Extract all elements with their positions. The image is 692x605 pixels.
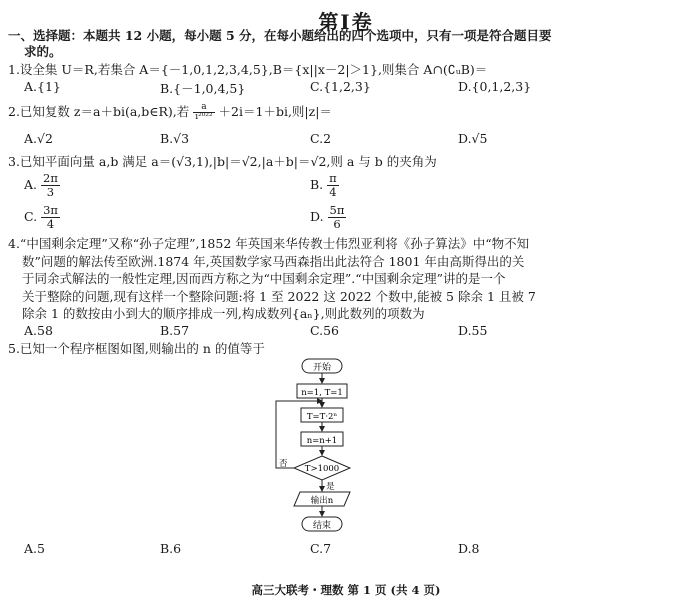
flowchart-condition-text: T>1000	[304, 464, 340, 474]
q2-stem-part-b: ＋2i＝1＋bi,则|z|＝	[218, 104, 332, 119]
flowchart-end-text: 结束	[312, 521, 332, 531]
q3-option-c	[24, 204, 60, 231]
q4-option-d: D.55	[458, 323, 488, 338]
flowchart-svg	[270, 358, 370, 538]
q2-option-b: B.√3	[160, 131, 190, 146]
q5-option-d: D.8	[458, 541, 480, 556]
q3-option-d-label: D.	[310, 209, 324, 224]
section-header-line2: 求的。	[24, 44, 62, 59]
q3-option-d	[310, 204, 346, 231]
q3-option-d-den: 6	[333, 217, 341, 231]
q2-option-d: D.√5	[458, 131, 488, 146]
flowchart	[270, 358, 370, 538]
q2-option-a: A.√2	[24, 131, 53, 146]
q3-option-d-fraction	[328, 204, 347, 231]
question-2-stem	[8, 103, 332, 122]
q4-option-b: B.57	[160, 323, 190, 338]
q2-fraction	[193, 103, 214, 122]
q2-stem-part-a: 2.已知复数 z＝a＋bi(a,b∈R),若	[8, 104, 190, 119]
q4-option-c: C.56	[310, 323, 339, 338]
question-3-stem: 3.已知平面向量 a,b 满足 a＝(√3,1),|b|＝√2,|a＋b|＝√2,则 a 与 b 的夹角为	[8, 154, 437, 169]
flowchart-yes-label: 是	[326, 482, 335, 492]
q3-option-b-fraction	[327, 172, 339, 199]
flowchart-start-text: 开始	[312, 363, 332, 373]
question-4-line5: 除余 1 的数按由小到大的顺序排成一列,构成数列{aₙ},则此数列的项数为	[22, 306, 425, 321]
q3-option-a-fraction	[41, 172, 60, 199]
q5-option-c: C.7	[310, 541, 332, 556]
question-5-stem: 5.已知一个程序框图如图,则输出的 n 的值等于	[8, 341, 265, 356]
q3-option-c-den: 4	[46, 217, 55, 231]
q3-option-a	[24, 172, 60, 199]
flowchart-output-text: 输出n	[310, 496, 334, 506]
q1-option-b: B.{－1,0,4,5}	[160, 81, 246, 96]
q3-option-b-num: π	[329, 171, 337, 185]
flowchart-increment-text: n=n+1	[306, 436, 338, 446]
question-4-line4: 关于整除的问题,现有这样一个整除问题:将 1 至 2022 这 2022 个数中,能被 5 除余 1 且被 7	[22, 289, 536, 304]
flowchart-no-label: 否	[279, 459, 288, 469]
flowchart-assign-text: T=T·2ⁿ	[306, 412, 338, 422]
q4-option-a: A.58	[24, 323, 53, 338]
q2-fraction-numerator: a	[193, 103, 214, 113]
q3-option-b-label: B.	[310, 177, 324, 192]
q3-option-b	[310, 172, 339, 199]
flowchart-init-text: n=1, T=1	[301, 388, 343, 398]
q3-option-a-den: 3	[46, 185, 55, 199]
page-footer: 高三大联考・理数 第 1 页 (共 4 页)	[251, 583, 441, 597]
q3-option-d-num: 5π	[329, 203, 345, 217]
q3-option-a-label: A.	[24, 177, 38, 192]
q1-option-d: D.{0,1,2,3}	[458, 79, 532, 94]
question-1-stem: 1.设全集 U＝R,若集合 A＝{－1,0,1,2,3,4,5},B＝{x||x－2|＞1},则集合 A∩(∁ᵤB)＝	[8, 62, 488, 77]
question-4-line3: 于同余式解法的一般性定理,因而西方称之为“中国剩余定理”.“中国剩余定理”讲的是一个	[22, 271, 506, 286]
q1-option-a: A.{1}	[24, 79, 61, 94]
q2-option-c: C.2	[310, 131, 332, 146]
question-4-line2: 数”问题的解法传至欧洲.1874 年,英国数学家马西森指出此法符合 1801 年由高斯得出的关	[22, 254, 525, 269]
q3-option-a-num: 2π	[43, 171, 58, 185]
q3-option-b-den: 4	[329, 185, 337, 199]
q3-option-c-fraction	[41, 204, 60, 231]
q3-option-c-num: 3π	[43, 203, 58, 217]
q1-option-c: C.{1,2,3}	[310, 79, 371, 94]
q2-fraction-denominator: i²⁰²²	[195, 112, 213, 122]
question-4-line1: 4.“中国剩余定理”又称“孙子定理”,1852 年英国来华传教士伟烈亚利将《孙子算法》中“物不知	[8, 236, 530, 251]
page-title: 第Ⅰ卷	[318, 10, 374, 34]
section-header-line1: 一、选择题：本题共 12 小题，每小题 5 分，在每小题给出的四个选项中，只有一项是符合题目要	[8, 28, 552, 43]
q3-option-c-label: C.	[24, 209, 38, 224]
q5-option-b: B.6	[160, 541, 182, 556]
q5-option-a: A.5	[24, 541, 45, 556]
